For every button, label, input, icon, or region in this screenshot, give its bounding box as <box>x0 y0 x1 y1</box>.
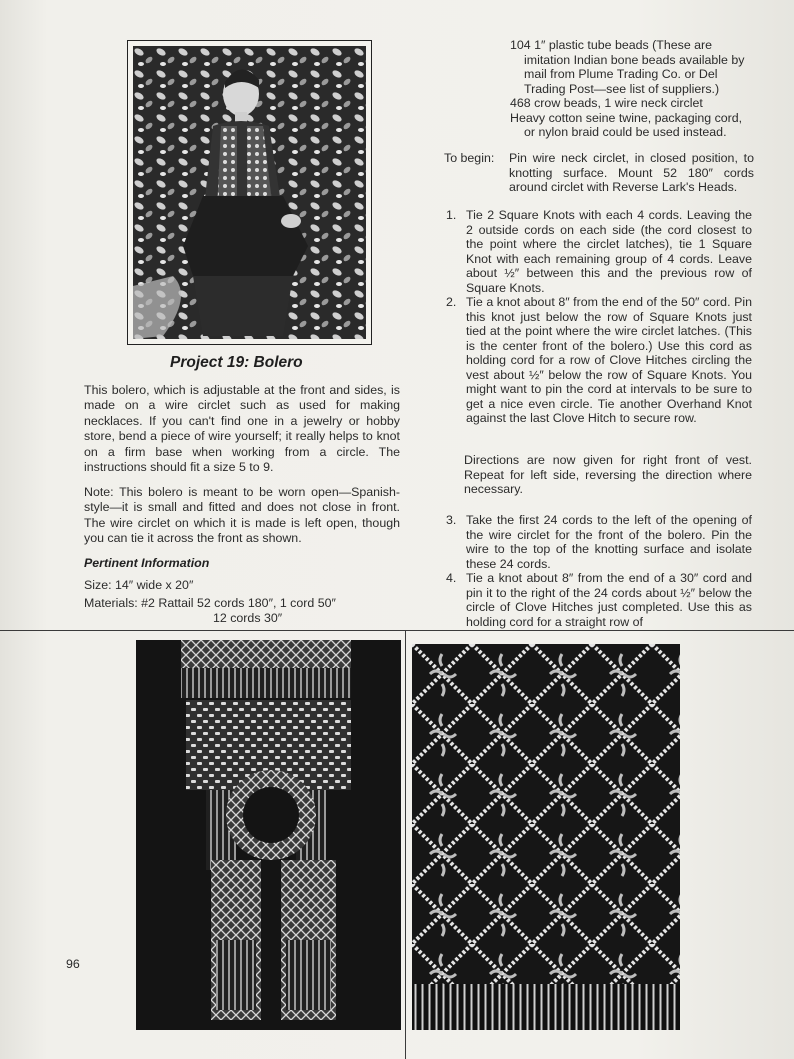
directions-paragraph: Directions are now given for right front of vest. Repeat for left side, reversing the direction where necessary. <box>464 453 752 496</box>
bolero-flat-image <box>136 640 401 1030</box>
to-begin-text: Pin wire neck circlet, in closed position, to knotting surface. Mount 52 180″ cords around circlet with Reverse Lark's Heads. <box>509 151 754 194</box>
pertinent-info-heading: Pertinent Information <box>84 556 210 570</box>
size-line: Size: 14″ wide x 20″ <box>84 578 194 592</box>
step-item <box>444 295 752 426</box>
knot-closeup-photo <box>412 644 680 1030</box>
vertical-divider <box>405 630 406 1059</box>
bolero-model-photo <box>127 40 372 345</box>
materials-line-2: 12 cords 30″ <box>213 611 283 625</box>
intro-paragraph: This bolero, which is adjustable at the front and sides, is made on a wire circlet such as used for making necklaces. If you can't find one in a jewelry or hobby store, bend a piece of wire yourself; it really helps to knot on a firm base when working from a circle. The instructions should fit a size 5 to 9. <box>84 383 400 475</box>
horizontal-divider <box>0 630 794 631</box>
materials-crow-beads: 468 crow beads, 1 wire neck circlet <box>510 96 703 110</box>
project-title: Project 19: Bolero <box>170 354 303 371</box>
step-text: Take the first 24 cords to the left of the opening of the wire circlet for the front of the bolero. Pin the wire to the top of the knotting surface and isolate these 24 cords. <box>466 513 752 571</box>
materials-alternatives: Heavy cotton seine twine, packaging cord, or nylon braid could be used instead. <box>510 110 743 139</box>
step-item <box>444 513 752 571</box>
step-text: Tie a knot about 8″ from the end of a 30″ cord and pin it to the right of the 24 cords about ½″ below the circle of Clove Hitches just completed. Use this as holding cord for a straight row of <box>466 571 752 629</box>
knot-closeup-image <box>412 644 680 1030</box>
materials-continued <box>510 38 754 140</box>
materials-beads: 104 1″ plastic tube beads (These are imitation Indian bone beads available by mail from Plume Trading Co. or Del Trading Post—see list of suppliers.) <box>510 38 745 96</box>
model-photo-image <box>133 46 366 339</box>
steps-list-b <box>444 513 752 629</box>
step-number: 1. <box>446 208 457 222</box>
step-item <box>444 208 752 295</box>
bolero-flat-photo <box>136 640 401 1030</box>
step-number: 2. <box>446 295 457 309</box>
step-number: 3. <box>446 513 457 527</box>
step-item <box>444 571 752 629</box>
page-number: 96 <box>66 957 80 971</box>
step-number: 4. <box>446 571 457 585</box>
materials-line-1: Materials: #2 Rattail 52 cords 180″, 1 cord 50″ <box>84 596 336 610</box>
note-paragraph: Note: This bolero is meant to be worn open—Spanish-style—it is small and fitted and does not close in front. The wire circlet on which it is made is left open, though you can tie it across the front as shown. <box>84 485 400 546</box>
steps-list-a <box>444 208 752 426</box>
step-text: Tie a knot about 8″ from the end of the 50″ cord. Pin this knot just below the row of Square Knots just tied at the point where the wire circlet latches. (This is the center front of the bolero.) Use this cord as holding cord for a row of Clove Hitches circling the vest about ½″ below the row of Square Knots. You might want to pin the cord at intervals to be sure to get a nice even circle. Tie another Overhand Knot against the last Clove Hitch to secure row. <box>466 295 752 425</box>
step-text: Tie 2 Square Knots with each 4 cords. Leaving the 2 outside cords on each side (the cord closest to the point where the circlet latches), tie 1 Square Knot with each remaining group of 4 cords. Leave about ½″ between this and the previous row of Square Knots. <box>466 208 752 295</box>
to-begin-label: To begin: <box>444 151 495 165</box>
